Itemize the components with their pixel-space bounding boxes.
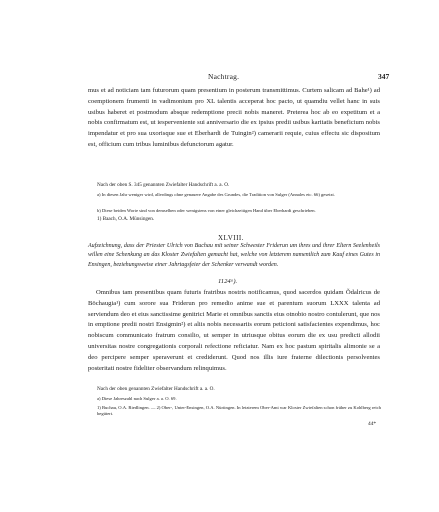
source-note: Nach der oben S. 345 genannten Zwiefalter Handschrift a. a. O.	[97, 182, 230, 188]
footnote-1: 1) Baach, O.A. Münsingen.	[97, 216, 155, 222]
source-note: Nach der oben genannten Zwiefalter Handschrift a. a. O.	[97, 386, 215, 392]
footnote-b: b) Diese beiden Worte sind von demselben oder wenigstens von einer gleichzeitigen Hand über Eberhardi geschrieben.	[97, 208, 316, 213]
printer-signature: 44*	[368, 421, 377, 427]
charter-text-continued: mus et ad noticiam tam futurorum quam presentium in posterum transmittimus. Curtem salicam ad Bahe¹) ad coemptionem frumenti in vadimonium pro XL talentis acceperat hoc pacto, ut quamdiu vellet hanc in suis usibus haberet et postmodum absque redemptione precii nobis maneret. Preterea hoc ab eo expetitum et a nobis confirmatum est, ut iesperveniente sui anniversario die ex ipsius predii usibus karitatis beneficium nobis impendatur et pro sua uxorisque sue et Eberhardi de Tuingin²) camerarii requie, cuius effectu sic dispositum est, officium cum tribus luminibus defunctorum agatur.	[88, 87, 380, 148]
section-summary: Aufzeichnung, dass der Priester Ulrich von Buchau mit seiner Schwester Friderun um ihres und ihrer Eltern Seelenheils willen eine Schenkung an das Kloster Zwiefalten gemacht hat, welche von letzterem namentlich zum Kauf eines Gutes in Ensingen, beziehungsweise einer Jahrtagsfeier der Schenker verwandt worden.	[88, 243, 380, 268]
section-number: XLVIII.	[218, 234, 244, 242]
page-number: 347	[378, 72, 390, 81]
charter-date: 1124ᵃ).	[218, 278, 238, 285]
running-header-title: Nachtrag.	[208, 72, 240, 81]
footnote-a: a) Diese Jahreszahl nach Sulger a. a. O. 69.	[97, 396, 177, 401]
footnote-a: a) In diesen Jahr weniger wird, allerdings ohne genauere Angabe des Grundes, die Tradition von Sulger (Annales etc. 66) gesetzt.	[97, 192, 335, 197]
charter-text: Omnibus tam presentibus quam futuris fratribus nostris notificamus, quod sacerdos quidam Ŏdalricus de Böchaugia¹) cum sorore sua Friderun pro remedio anime sue et parentum suorum LXXX talenta ad serviendum deo et eius sanctissime genitrici Marie et omnibus sanctis eius otnobio nostro contulerunt, que nos in emptione predii nostri Ensigmin²) et aliis nobis necessariis eorum peticioni satisfacientes expendimus, hoc nobiscum communicato fratrum consilio, ut semper in utriusque obitus eorum die ex usu predicti allodii universitas nostre congregationis corporali refectione reficiatur. Nam ex hoc pastum spiritalis alimonie se a deo percipere semper speraverunt et crediderunt. Quod nos illis iure fraterne dilectionis persolventes posteritati nostre fideliter observandum relinquimus.	[88, 289, 380, 372]
footnote-1-2: 1) Buchau, O.A. Riedlingen. — 2) Ober-, Unter-Ensingen, O.A. Nürtingen. In letzterem Ober-Amt war Kloster Zwiefalten schon früher zu Kohlberg reich begütert.	[97, 405, 381, 417]
